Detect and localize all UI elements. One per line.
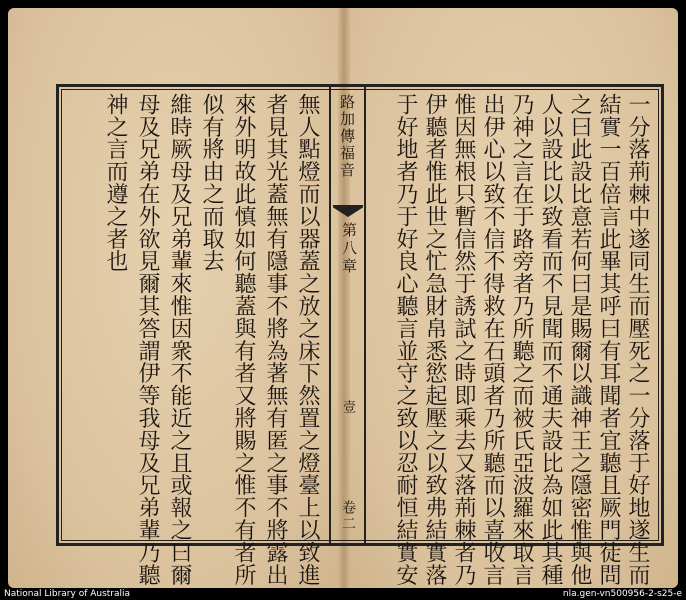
text-column: 母及兄弟在外欲見爾其答謂伊等我母及兄弟輩乃聽 (135, 93, 160, 586)
footer-bar (0, 588, 686, 600)
text-column: 維時厥母及兄弟輩來惟因衆不能近之且或報之曰爾 (167, 93, 192, 586)
text-column: 無人點燈而以器蓋之放之床下然置之燈臺上以致進 (295, 93, 320, 586)
text-column: 之曰此設比意若何曰是賜爾以識神王之隱密惟與他 (567, 93, 592, 586)
text-column: 人以設比以致看而不見聞而不通夫設比為如此其種 (538, 93, 563, 586)
text-column: 出伊心以致不信不得救在石頭者乃所聽而以喜收言 (480, 93, 505, 586)
center-column-rule-left (329, 86, 331, 544)
text-column: 于好地者乃于好良心聽言並守之致以忍耐恒結實安 (393, 93, 418, 586)
chapter-label: 第八章 (340, 222, 358, 276)
volume-label: 卷二 (340, 500, 356, 532)
text-column: 乃神之言在于路旁者乃所聽之而被氏亞波羅來取言 (509, 93, 534, 586)
record-identifier: nla.gen-vn500956-2-s25-e (562, 589, 682, 599)
text-column: 伊聽者惟此世之忙急財帛悉慾起壓之以致弗結實落 (422, 93, 447, 586)
text-column: 似有將由之而取去 (199, 93, 224, 273)
page-number: 壹 (340, 400, 355, 415)
text-column: 神之言而遵之者也 (103, 93, 128, 273)
header-book-title: 路加傳福音 (338, 94, 356, 179)
text-column: 惟因無根只暫信然于誘試之時即乘去又落荊棘者乃 (451, 93, 476, 586)
text-column: 一分落荊棘中遂同生而壓死之一分落于好地遂生而 (625, 93, 650, 586)
center-column-rule-right (364, 86, 366, 544)
text-column: 結實一百倍言此畢其呼曰有耳聞者宜聽且厥門徒問 (596, 93, 621, 586)
text-column: 來外明故此慎如何聽蓋與有者又將賜之惟不有者所 (231, 93, 256, 586)
text-column: 者見其光蓋無有隱事不將為著無有匿之事不將露出 (263, 93, 288, 586)
library-credit: National Library of Australia (4, 589, 131, 599)
